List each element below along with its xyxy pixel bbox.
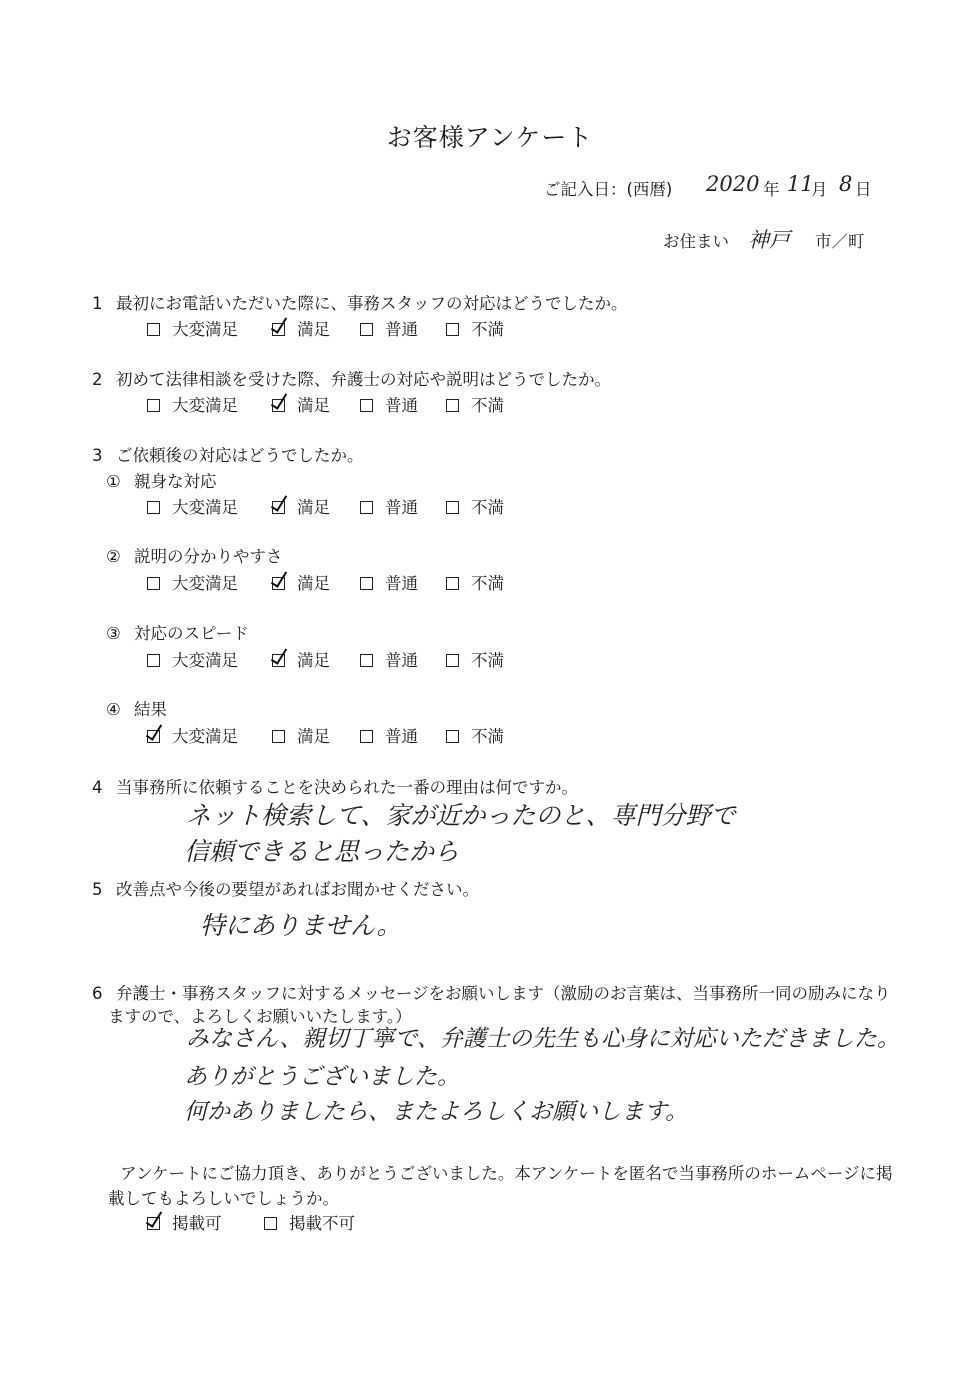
page-title: お客様アンケート: [386, 123, 594, 152]
question-text: 初めて法律相談を受けた際、弁護士の対応や説明はどうでしたか。: [116, 370, 611, 389]
q5-answer: 特にありません。: [200, 911, 402, 940]
sub-question-3: [106, 620, 249, 644]
checkbox-icon[interactable]: [147, 577, 160, 590]
checkbox-icon[interactable]: [272, 577, 285, 590]
checkbox-icon[interactable]: [360, 730, 373, 743]
question-4: [92, 774, 578, 798]
q3-3-options: [0, 647, 980, 669]
option-label: 掲載可: [172, 1214, 222, 1233]
question-2: [92, 366, 611, 390]
option-label: 普通: [385, 651, 418, 670]
option-label: 普通: [385, 320, 418, 339]
sub-mark: ①: [106, 472, 121, 491]
q2-options: [0, 392, 980, 414]
checkbox-icon[interactable]: [446, 501, 459, 514]
option-label: 普通: [385, 498, 418, 517]
option-label: 不満: [471, 727, 504, 746]
date-year-unit: 年: [763, 180, 780, 199]
sub-label: 説明の分かりやすさ: [134, 547, 283, 566]
checkbox-icon[interactable]: [272, 654, 285, 667]
address-value: 神戸: [748, 228, 790, 252]
checkbox-icon[interactable]: [446, 399, 459, 412]
address-suffix: 市／町: [815, 232, 865, 251]
closing-text-line-2: 載してもよろしいでしょうか。: [108, 1189, 339, 1208]
q6-answer-line-2: ありがとうございました。: [184, 1064, 460, 1090]
question-text: 最初にお電話いただいた際に、事務スタッフの対応はどうでしたか。: [116, 294, 628, 313]
option-label: 満足: [297, 396, 330, 415]
checkbox-icon[interactable]: [272, 501, 285, 514]
question-text-line-1: 弁護士・事務スタッフに対するメッセージをお願いします（激励のお言葉は、当事務所一同の励みになり: [116, 984, 891, 1003]
sub-label: 結果: [134, 700, 167, 719]
q6-answer-line-1: みなさん、親切丁寧で、弁護士の先生も心身に対応いただきました。: [186, 1026, 900, 1052]
date-day: 8: [839, 172, 853, 196]
question-text: 当事務所に依頼することを決められた一番の理由は何ですか。: [116, 778, 578, 797]
option-label: 普通: [385, 574, 418, 593]
checkbox-icon[interactable]: [360, 399, 373, 412]
checkbox-icon[interactable]: [360, 654, 373, 667]
checkbox-icon[interactable]: [360, 323, 373, 336]
publish-denied-option[interactable]: [264, 1210, 355, 1234]
checkbox-icon[interactable]: [446, 654, 459, 667]
checkbox-icon[interactable]: [446, 577, 459, 590]
checkbox-icon[interactable]: [147, 730, 160, 743]
q3-2-options: [0, 570, 980, 592]
option-satisfied[interactable]: [272, 392, 330, 416]
checkbox-icon[interactable]: [446, 730, 459, 743]
option-label: 大変満足: [172, 727, 238, 746]
option-label: 満足: [297, 651, 330, 670]
question-number: 3: [92, 446, 103, 465]
option-label: 満足: [297, 320, 330, 339]
option-label: 不満: [471, 320, 504, 339]
option-label: 大変満足: [172, 396, 238, 415]
q4-answer-line-2: 信頼できると思ったから: [184, 837, 460, 866]
option-very-satisfied[interactable]: [147, 647, 238, 671]
checkbox-icon[interactable]: [147, 654, 160, 667]
checkbox-icon[interactable]: [264, 1217, 277, 1230]
sub-mark: ②: [106, 547, 121, 566]
sub-mark: ③: [106, 624, 121, 643]
option-neutral[interactable]: [360, 723, 418, 747]
sub-question-4: [106, 696, 167, 720]
question-text: 改善点や今後の要望があればお聞かせください。: [116, 880, 479, 899]
option-neutral[interactable]: [360, 570, 418, 594]
question-number: 5: [92, 880, 103, 899]
q3-4-options: [0, 723, 980, 745]
option-label: 大変満足: [172, 574, 238, 593]
option-label: 不満: [471, 574, 504, 593]
checkbox-icon[interactable]: [272, 399, 285, 412]
option-satisfied[interactable]: [272, 723, 330, 747]
option-dissatisfied[interactable]: [446, 392, 504, 416]
sub-mark: ④: [106, 700, 121, 719]
question-number: 1: [92, 294, 103, 313]
option-satisfied[interactable]: [272, 494, 330, 518]
option-label: 不満: [471, 396, 504, 415]
option-dissatisfied[interactable]: [446, 494, 504, 518]
option-label: 満足: [297, 727, 330, 746]
checkbox-icon[interactable]: [360, 501, 373, 514]
option-dissatisfied[interactable]: [446, 316, 504, 340]
question-5: [92, 876, 479, 900]
option-satisfied[interactable]: [272, 570, 330, 594]
closing-text-line-1: アンケートにご協力頂き、ありがとうございました。本アンケートを匿名で当事務所のホームページに掲: [120, 1164, 893, 1183]
question-6: [92, 980, 891, 1004]
address-label: お住まい: [663, 232, 729, 251]
checkbox-icon[interactable]: [272, 730, 285, 743]
option-neutral[interactable]: [360, 316, 418, 340]
question-6-line-2: ますので、よろしくお願いいたします。）: [108, 1007, 412, 1026]
option-label: 大変満足: [172, 498, 238, 517]
option-very-satisfied[interactable]: [147, 570, 238, 594]
option-neutral[interactable]: [360, 392, 418, 416]
option-dissatisfied[interactable]: [446, 647, 504, 671]
option-very-satisfied[interactable]: [147, 316, 238, 340]
checkbox-icon[interactable]: [272, 323, 285, 336]
sub-label: 対応のスピード: [134, 624, 249, 643]
option-satisfied[interactable]: [272, 316, 330, 340]
checkbox-icon[interactable]: [147, 1217, 160, 1230]
option-dissatisfied[interactable]: [446, 723, 504, 747]
option-label: 大変満足: [172, 651, 238, 670]
option-very-satisfied[interactable]: [147, 723, 238, 747]
q4-answer-line-1: ネット検索して、家が近かったのと、専門分野で: [186, 801, 736, 830]
question-text: ご依頼後の対応はどうでしたか。: [116, 446, 364, 465]
publish-allowed-option[interactable]: [147, 1210, 222, 1234]
q1-options: [0, 316, 980, 338]
question-1: [92, 290, 628, 314]
date-year: 2020: [706, 172, 760, 196]
option-very-satisfied[interactable]: [147, 392, 238, 416]
date-month: 11: [787, 172, 814, 196]
sub-question-2: [106, 543, 283, 567]
option-label: 満足: [297, 498, 330, 517]
option-very-satisfied[interactable]: [147, 494, 238, 518]
checkbox-icon[interactable]: [446, 323, 459, 336]
question-number: 4: [92, 778, 103, 797]
option-neutral[interactable]: [360, 494, 418, 518]
question-3: [92, 442, 364, 466]
option-neutral[interactable]: [360, 647, 418, 671]
question-number: 2: [92, 370, 103, 389]
option-label: 大変満足: [172, 320, 238, 339]
option-label: 不満: [471, 651, 504, 670]
date-label: ご記入日：(西暦): [544, 180, 673, 199]
q6-answer-line-3: 何かありましたら、またよろしくお願いします。: [184, 1099, 689, 1125]
date-month-unit: 月: [811, 180, 828, 199]
question-number: 6: [92, 984, 103, 1003]
date-day-unit: 日: [855, 180, 872, 199]
checkbox-icon[interactable]: [147, 399, 160, 412]
checkbox-icon[interactable]: [147, 323, 160, 336]
q3-1-options: [0, 494, 980, 516]
sub-label: 親身な対応: [134, 472, 217, 491]
checkbox-icon[interactable]: [147, 501, 160, 514]
option-label: 満足: [297, 574, 330, 593]
option-label: 掲載不可: [289, 1214, 355, 1233]
sub-question-1: [106, 468, 217, 492]
checkbox-icon[interactable]: [360, 577, 373, 590]
option-satisfied[interactable]: [272, 647, 330, 671]
option-label: 普通: [385, 727, 418, 746]
option-dissatisfied[interactable]: [446, 570, 504, 594]
option-label: 普通: [385, 396, 418, 415]
option-label: 不満: [471, 498, 504, 517]
